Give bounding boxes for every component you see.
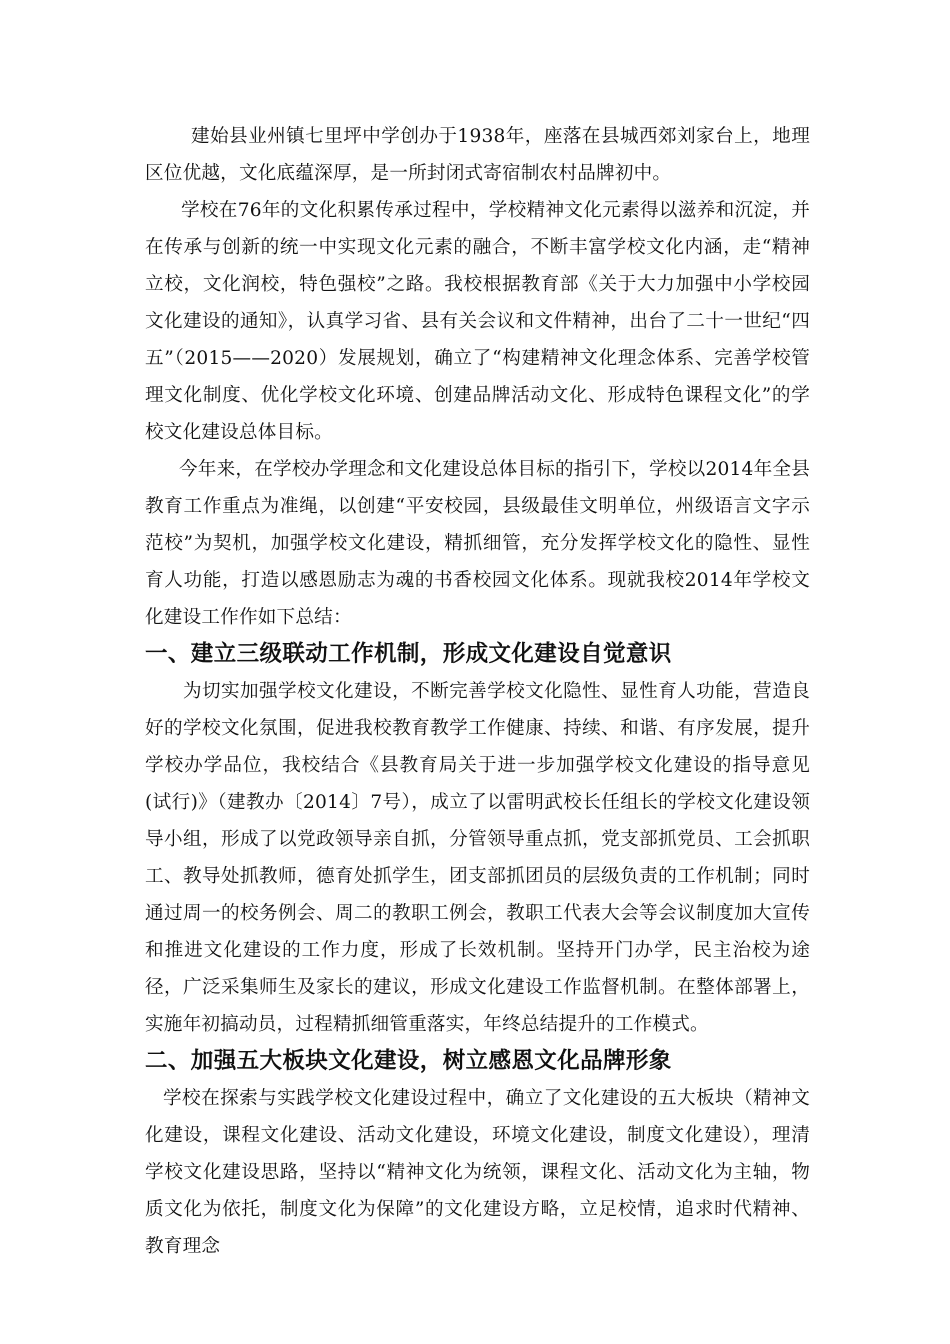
- section-2-heading: 二、加强五大板块文化建设，树立感恩文化品牌形象: [145, 1048, 672, 1074]
- intro-paragraph-2: 学校在76年的文化积累传承过程中，学校精神文化元素得以滋养和沉淀，并在传承与创新的统一中实现文化元素的融合，不断丰富学校文化内涵，走“精神立校，文化润校，特色强校”之路。我校根据教育部《关于大力加强中小学校园文化建设的通知》，认真学习省、县有关会议和文件精神，出台了二十一世纪“四五”（2015——2020）发展规划，确立了“构建精神文化理念体系、完善学校管理文化制度、优化学校文化环境、创建品牌活动文化、形成特色课程文化”的学校文化建设总体目标。: [145, 200, 810, 443]
- section-1-heading: 一、建立三级联动工作机制，形成文化建设自觉意识: [145, 641, 672, 667]
- intro-paragraph-3: 今年来，在学校办学理念和文化建设总体目标的指引下，学校以2014年全县教育工作重点为准绳，以创建“平安校园，县级最佳文明单位，州级语言文字示范校”为契机，加强学校文化建设，精抓细管，充分发挥学校文化的隐性、显性育人功能，打造以感恩励志为魂的书香校园文化体系。现就我校2014年学校文化建设工作作如下总结：: [145, 459, 810, 628]
- intro-paragraph-1: 建始县业州镇七里坪中学创办于1938年，座落在县城西郊刘家台上，地理区位优越，文化底蕴深厚，是一所封闭式寄宿制农村品牌初中。: [145, 126, 810, 184]
- section-1-paragraph: 为切实加强学校文化建设，不断完善学校文化隐性、显性育人功能，营造良好的学校文化氛围，促进我校教育教学工作健康、持续、和谐、有序发展，提升学校办学品位，我校结合《县教育局关于进一步加强学校文化建设的指导意见(试行)》（建教办〔2014〕7号），成立了以雷明武校长任组长的学校文化建设领导小组，形成了以党政领导亲自抓，分管领导重点抓，党支部抓党员、工会抓职工、教导处抓教师，德育处抓学生，团支部抓团员的层级负责的工作机制；同时通过周一的校务例会、周二的教职工例会，教职工代表大会等会议制度加大宣传和推进文化建设的工作力度，形成了长效机制。坚持开门办学，民主治校为途径，广泛采集师生及家长的建议，形成文化建设工作监督机制。在整体部署上，实施年初搞动员，过程精抓细管重落实，年终总结提升的工作模式。: [145, 681, 810, 1035]
- section-2-paragraph: 学校在探索与实践学校文化建设过程中，确立了文化建设的五大板块（精神文化建设，课程文化建设、活动文化建设，环境文化建设，制度文化建设），理清学校文化建设思路，坚持以“精神文化为统领，课程文化、活动文化为主轴，物质文化为依托，制度文化为保障”的文化建设方略，立足校情，追求时代精神、教育理念: [145, 1088, 810, 1257]
- document-page: [145, 118, 810, 1265]
